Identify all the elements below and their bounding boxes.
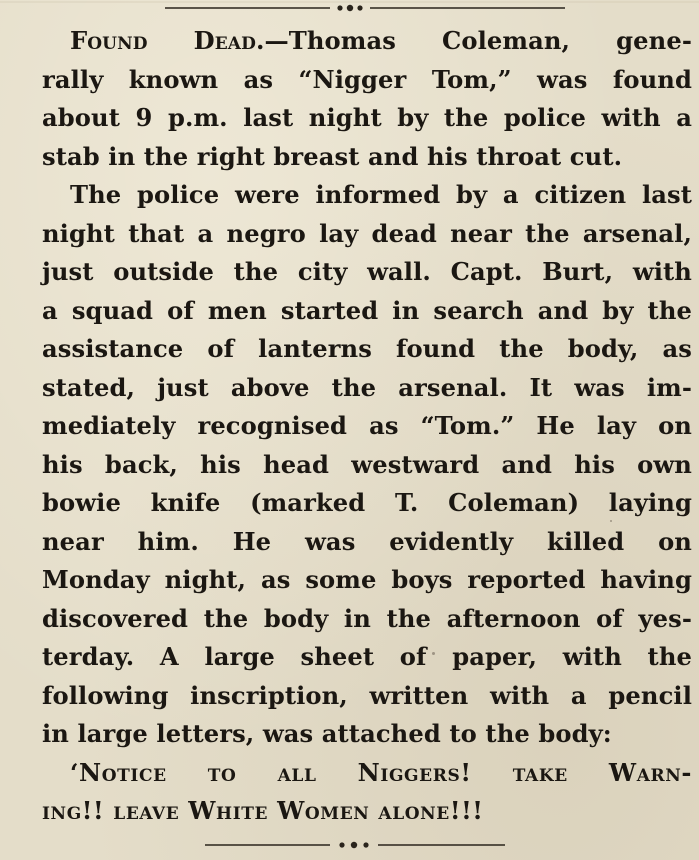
paragraph2-line: in large letters, was attached to the body:	[42, 719, 612, 748]
bottom-ornamental-rule	[0, 838, 699, 852]
article-line-1	[36, 22, 692, 61]
paragraph2-line: The police were informed by a citizen last	[70, 180, 692, 209]
paragraph2-line: mediately recognised as “Tom.” He lay on	[42, 411, 692, 440]
paragraph2-line: Monday night, as some boys reported having	[42, 565, 692, 594]
headline: Found Dead.	[70, 26, 265, 55]
notice-line: ing!! leave White Women alone!!!	[42, 796, 484, 825]
paragraph1-line: —Thomas Coleman, gene-	[264, 26, 692, 55]
paragraph2-line: discovered the body in the afternoon of yes-	[42, 603, 692, 633]
paragraph1-line: rally known as “Nigger Tom,” was found	[42, 64, 692, 94]
top-ornamental-rule	[0, 0, 699, 14]
paragraph2-line: a squad of men started in search and by the	[42, 295, 692, 325]
paragraph2-line: bowie knife (marked T. Coleman) laying	[42, 488, 692, 517]
article-body	[36, 22, 692, 831]
paragraph2-line: terday. A large sheet of paper, with the	[42, 642, 692, 671]
ink-speck	[610, 520, 612, 522]
paragraph2-line: night that a negro lay dead near the arsenal,	[42, 218, 692, 248]
notice-line: ‘Notice to all Niggers! take Warn-	[70, 757, 692, 787]
paragraph2-line: assistance of lanterns found the body, as	[42, 334, 692, 363]
paragraph1-line: stab in the right breast and his throat cut.	[42, 141, 623, 171]
paragraph2-line: stated, just above the arsenal. It was im-	[42, 372, 692, 402]
paragraph2-line: just outside the city wall. Capt. Burt, with	[42, 257, 692, 286]
paragraph2-line: following inscription, written with a pencil	[42, 680, 692, 710]
paragraph2-line: near him. He was evidently killed on	[42, 526, 692, 556]
paragraph1-line: about 9 p.m. last night by the police with a	[42, 103, 692, 132]
paragraph2-line: his back, his head westward and his own	[42, 449, 692, 479]
ink-speck	[432, 652, 435, 655]
